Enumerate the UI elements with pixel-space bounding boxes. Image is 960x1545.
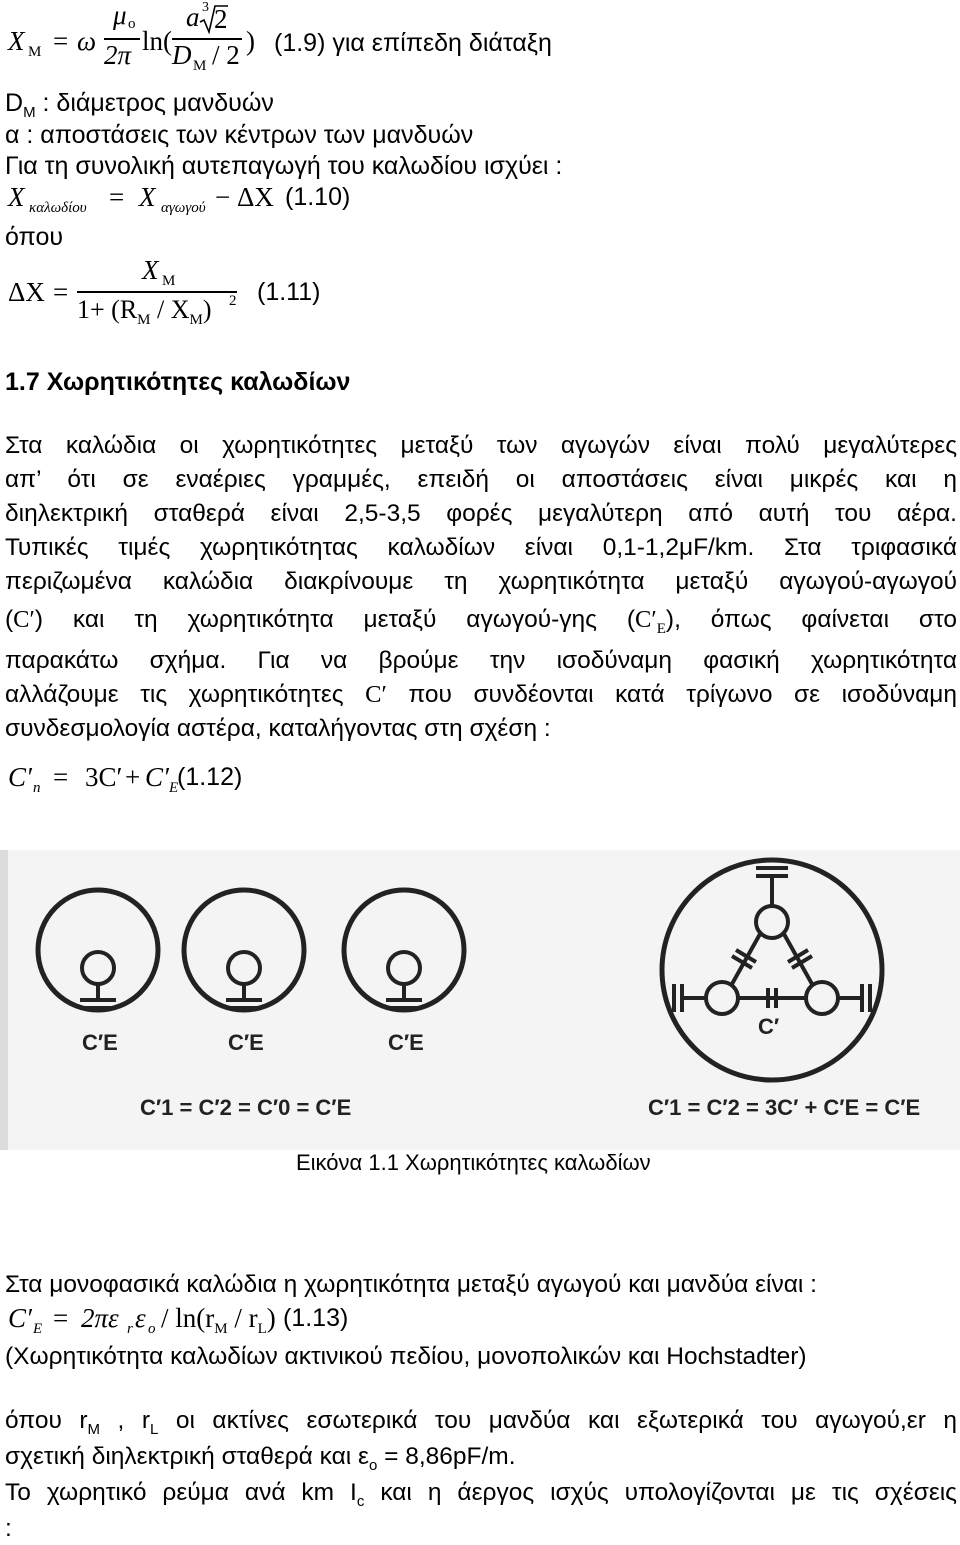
eq-symbol: C′: [145, 762, 169, 792]
paragraph-line: [5, 678, 957, 712]
definition-dm: [5, 88, 274, 122]
eq-den-prefix: 1+ (R: [77, 295, 138, 324]
eq-label: (1.9) για επίπεδη διάταξη: [274, 29, 552, 57]
eq-symbol: C′: [8, 1303, 32, 1333]
eq-subscript: καλωδίου: [29, 200, 87, 216]
eq-subscript: αγωγού: [161, 200, 206, 216]
eq-subscript: r: [127, 1321, 133, 1337]
label-c-prime: C′: [758, 1014, 780, 1039]
equation-1-11: [5, 255, 505, 335]
eq-epsilon: ε: [135, 1303, 146, 1333]
eq-symbol: X: [139, 182, 156, 212]
equation-1-13: [5, 1301, 505, 1337]
text-fragment: αλλάζουμε τις χωρητικότητες: [5, 681, 344, 708]
eq-den-subscript: M: [137, 312, 151, 328]
eq-den-subscript: M: [189, 312, 203, 328]
paragraph-line: [5, 603, 957, 640]
symbol-ce: C′: [635, 606, 657, 633]
text-fragment: , r: [100, 1407, 151, 1434]
eq-num: X: [142, 255, 159, 285]
text-fragment: οι ακτίνες εσωτερικά του μανδύα και εξωτερικά του αγωγού,εr η: [158, 1407, 958, 1434]
text-fragment: σχετική διηλεκτρική σταθερά και ε: [5, 1443, 369, 1470]
definition-symbol: D: [5, 89, 24, 117]
paragraph-definitions: [5, 1404, 957, 1545]
text-fragment: ), όπως φαίνεται στο: [665, 606, 958, 633]
text-fragment: Το χωρητικό ρεύμα ανά km I: [5, 1479, 357, 1506]
definition-text: : διάμετρος μανδυών: [35, 89, 274, 117]
eq-D-subscript: M: [193, 58, 207, 74]
eq-two-pi: 2π: [104, 40, 132, 70]
radial-field-note: (Χωρητικότητα καλωδίων ακτινικού πεδίου, μονοπολικών και Hochstadter): [5, 1343, 807, 1370]
eq-exponent: 2: [229, 293, 237, 309]
eq-root-arg: 2: [214, 4, 228, 34]
text-fragment: όπου r: [5, 1407, 88, 1434]
eq-rhs: 3C′: [85, 762, 123, 792]
capacitance-figure: [0, 850, 960, 1150]
paragraph-line: απ’ ότι σε εναέριες γραμμές, επειδή οι αποστάσεις είναι μικρές και η: [5, 466, 957, 493]
eq-label: (1.13): [283, 1304, 349, 1332]
label-ce-3: C′E: [388, 1030, 424, 1055]
eq-den-rest: / 2: [212, 40, 240, 70]
equation-1-10: [5, 180, 505, 216]
eq-delta-x: ΔX: [237, 182, 274, 212]
eq-subscript: n: [33, 780, 41, 796]
eq-subscript: E: [33, 1321, 43, 1337]
intro-self-inductance: Για τη συνολική αυτεπαγωγή του καλωδίου ισχύει :: [5, 152, 563, 180]
text-subscript: L: [150, 1421, 159, 1438]
single-phase-intro: Στα μονοφασικά καλώδια η χωρητικότητα μεταξύ αγωγού και μανδύα είναι :: [5, 1271, 817, 1298]
paragraph-line: παρακάτω σχήμα. Για να βρούμε την ισοδύναμη φασική χωρητικότητα: [5, 647, 957, 674]
symbol-c: C′: [365, 681, 387, 708]
eq-subscript: M: [214, 1321, 228, 1337]
eq-subscript: o: [148, 1321, 156, 1337]
text-fragment: που συνδέονται κατά τρίγωνο σε ισοδύναμη: [408, 681, 957, 708]
text-subscript: o: [368, 1457, 378, 1474]
figure-equation-right: C′1 = C′2 = 3C′ + C′E = C′E: [648, 1095, 921, 1120]
eq-ln: ln(: [142, 26, 172, 56]
eq-equals: =: [53, 277, 69, 307]
text-fragment: = 8,86pF/m.: [377, 1443, 516, 1470]
fraction-bar: [77, 291, 237, 293]
equation-1-12: [5, 760, 405, 796]
eq-close: ): [246, 26, 255, 56]
eq-slash: / r: [227, 1303, 258, 1333]
text-subscript: M: [87, 1421, 101, 1438]
symbol-c: C′: [13, 606, 35, 633]
paragraph-capacitances: [5, 429, 957, 746]
eq-ln-text: / ln(r: [161, 1303, 215, 1333]
definition-a: α : αποστάσεις των κέντρων των μανδυών: [5, 121, 474, 149]
section-heading: 1.7 Χωρητικότητες καλωδίων: [5, 368, 351, 396]
eq-minus: −: [215, 182, 231, 212]
eq-num-subscript: M: [162, 273, 176, 289]
paragraph-line: διηλεκτρική σταθερά είναι 2,5-3,5 φορές μεγαλύτερη από αυτή του αέρα.: [5, 500, 957, 527]
eq-mu: μ: [113, 0, 127, 30]
eq-symbol: X: [8, 182, 25, 212]
paragraph-line: [5, 1440, 957, 1476]
label-ce-1: C′E: [82, 1030, 118, 1055]
eq-omega: ω: [77, 26, 97, 56]
figure-caption: Εικόνα 1.1 Χωρητικότητες καλωδίων: [296, 1150, 651, 1175]
eq-symbol: C′: [8, 762, 32, 792]
eq-plus: +: [125, 762, 141, 792]
eq-label: (1.11): [257, 278, 321, 306]
definition-subscript: M: [23, 104, 36, 121]
eq-den: [77, 295, 212, 328]
eq-root-index: 3: [202, 0, 209, 15]
text-fragment: και η άεργος ισχύς υπολογίζονται με τις σχέσεις: [364, 1479, 957, 1506]
figure-equation-left: C′1 = C′2 = C′0 = C′E: [140, 1095, 352, 1120]
eq-label: (1.10): [285, 183, 351, 211]
text-subscript: c: [356, 1493, 365, 1510]
eq-D: D: [172, 40, 192, 70]
eq-den-mid: / X: [150, 295, 190, 324]
paragraph-line: συνδεσμολογία αστέρα, καταλήγοντας στη σχέση :: [5, 715, 551, 742]
eq-equals: =: [53, 1303, 69, 1333]
label-ce-2: C′E: [228, 1030, 264, 1055]
eq-delta-x: ΔX: [8, 277, 45, 307]
paragraph-line: Στα καλώδια οι χωρητικότητες μεταξύ των αγωγών είναι πολύ μεγαλύτερες: [5, 432, 957, 459]
eq-subscript: L: [257, 1321, 267, 1337]
eq-subscript: M: [28, 44, 42, 60]
eq-equals: =: [53, 762, 69, 792]
eq-ln: [161, 1303, 276, 1337]
paragraph-line: [5, 1476, 957, 1512]
eq-symbol: X: [8, 26, 25, 56]
paragraph-line: περιζωμένα καλώδια διακρίνουμε τη χωρητικότητα μεταξύ αγωγού-αγωγού: [5, 568, 957, 595]
paragraph-line: :: [5, 1515, 12, 1542]
eq-den-close: ): [202, 295, 212, 324]
eq-subscript: E: [169, 780, 179, 796]
eq-mu-subscript: o: [128, 16, 136, 32]
eq-rhs: 2πε: [81, 1303, 119, 1333]
eq-equals: =: [109, 182, 125, 212]
eq-close: ): [266, 1303, 276, 1333]
equation-1-9: [0, 0, 960, 80]
text-fragment: ) και τη χωρητικότητα μεταξύ αγωγού-γης (: [34, 606, 636, 633]
symbol-subscript: E: [656, 621, 666, 637]
eq-a: a: [186, 2, 200, 32]
eq-label: (1.12): [177, 763, 243, 791]
text-fragment: (: [5, 606, 14, 633]
paragraph-line: [5, 1404, 957, 1440]
figure-edge: [0, 850, 8, 1150]
paragraph-line: Τυπικές τιμές χωρητικότητας καλωδίων είναι 0,1-1,2μF/km. Στα τριφασικά: [5, 534, 957, 561]
eq-equals: =: [53, 26, 69, 56]
word-opou: όπου: [5, 223, 64, 251]
